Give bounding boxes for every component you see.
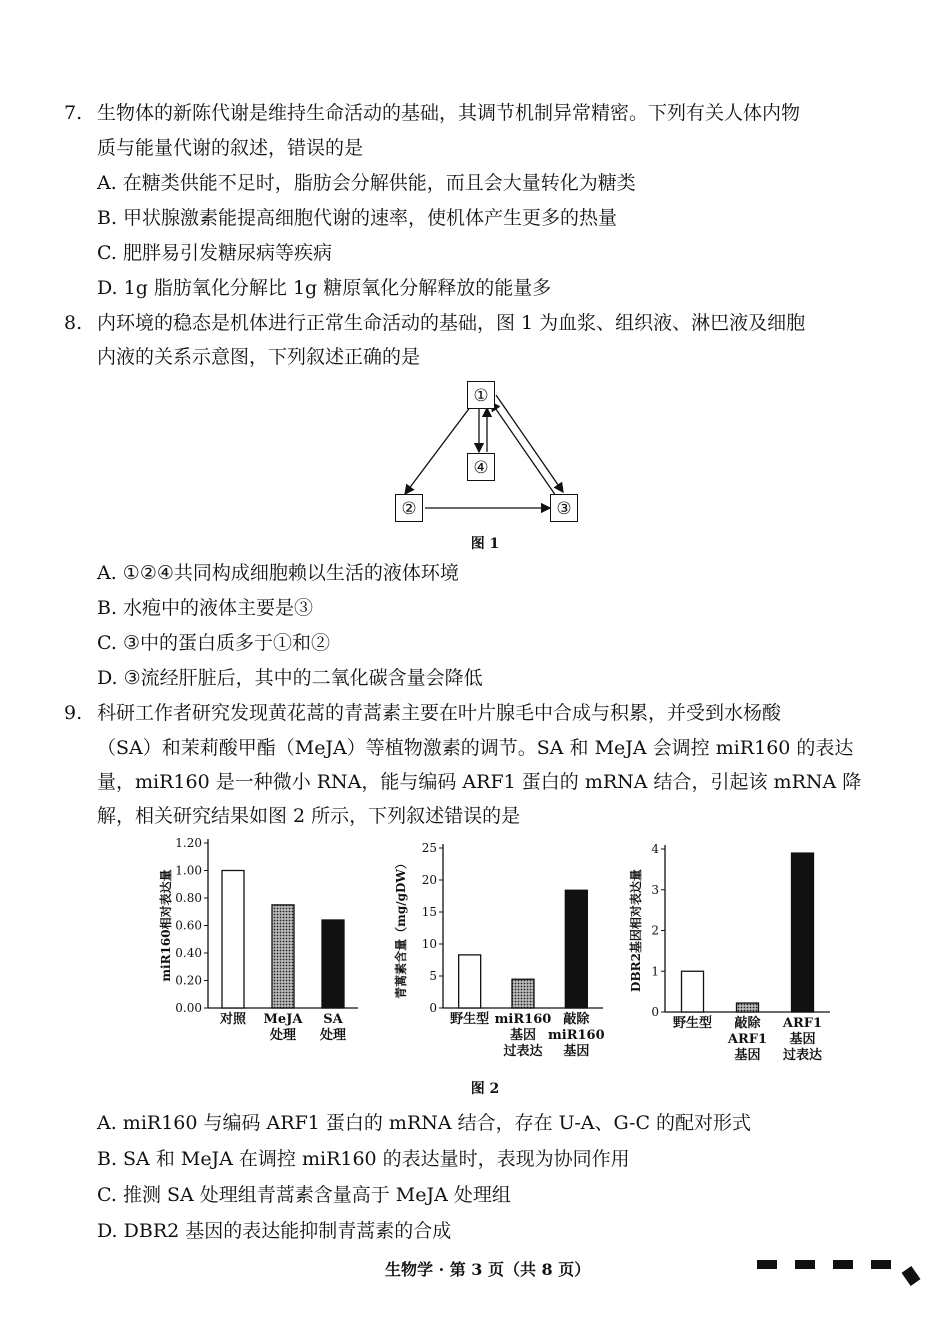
y-tick-label: 0.20	[175, 973, 202, 988]
y-tick-label: 2	[651, 923, 659, 938]
x-tick-label: 对照	[219, 1012, 247, 1027]
q7-stem-line-2: 质与能量代谢的叙述，错误的是	[97, 137, 364, 159]
y-tick-label: 0.60	[175, 918, 202, 933]
y-tick-label: 0.80	[175, 891, 202, 905]
scan-mark	[871, 1260, 891, 1269]
chart-dbr2-expression	[620, 832, 850, 1077]
node-3: ③	[550, 494, 578, 522]
scan-mark	[757, 1260, 777, 1269]
q9-option-a: A. miR160 与编码 ARF1 蛋白的 mRNA 结合，存在 U-A、G-C 的配对形式	[97, 1112, 752, 1134]
x-tick-label: 基因	[509, 1028, 537, 1043]
y-axis-label: DBR2基因相对表达量	[629, 869, 643, 992]
bar	[737, 1003, 759, 1012]
q7-option-a: A. 在糖类供能不足时，脂肪会分解供能，而且会大量转化为糖类	[97, 172, 636, 194]
chart-mir160-expression	[150, 832, 370, 1062]
x-tick-label: 过表达	[782, 1048, 823, 1063]
bar	[682, 971, 704, 1012]
y-tick-label: 5	[429, 969, 437, 983]
y-axis-label: miR160相对表达量	[159, 869, 173, 982]
x-tick-label: 过表达	[503, 1044, 543, 1059]
x-tick-label: 野生型	[450, 1012, 490, 1027]
chart-artemisinin-content	[385, 832, 615, 1077]
y-tick-label: 25	[421, 841, 437, 855]
q9-stem-line-4: 解，相关研究结果如图 2 所示，下列叙述错误的是	[97, 805, 521, 827]
bar	[272, 905, 294, 1008]
x-tick-label: 野生型	[672, 1016, 713, 1031]
bar	[222, 871, 244, 1009]
x-tick-label: 基因	[563, 1044, 590, 1059]
figure-2-caption: 图 2	[470, 1081, 500, 1097]
q8-option-a: A. ①②④共同构成细胞赖以生活的液体环境	[97, 562, 459, 584]
x-tick-label: 敲除	[734, 1016, 761, 1031]
bar	[512, 979, 534, 1008]
q8-number: 8.	[64, 312, 83, 334]
q9-option-d: D. DBR2 基因的表达能抑制青蒿素的合成	[97, 1220, 452, 1242]
x-tick-label: ARF1	[727, 1032, 768, 1047]
y-tick-label: 3	[651, 882, 659, 897]
x-tick-label: miR160	[494, 1012, 552, 1027]
q7-number: 7.	[64, 102, 83, 124]
bar	[459, 955, 481, 1008]
scan-mark	[795, 1260, 815, 1269]
y-axis-label: 青蒿素含量（mg/gDW）	[394, 857, 408, 999]
x-tick-label: MeJA	[263, 1012, 303, 1027]
page-footer: 生物学 · 第 3 页（共 8 页）	[385, 1260, 591, 1279]
q9-stem-line-1: 科研工作者研究发现黄花蒿的青蒿素主要在叶片腺毛中合成与积累，并受到水杨酸	[97, 702, 782, 724]
bar	[322, 920, 344, 1008]
q8-stem-line-2: 内液的关系示意图，下列叙述正确的是	[97, 346, 421, 368]
x-tick-label: SA	[323, 1012, 343, 1027]
q9-number: 9.	[64, 702, 83, 724]
node-4: ④	[467, 453, 495, 481]
q8-option-c: C. ③中的蛋白质多于①和②	[97, 632, 330, 654]
x-tick-label: ARF1	[782, 1016, 823, 1031]
scan-mark	[901, 1266, 920, 1286]
q9-stem-line-3: 量，miR160 是一种微小 RNA，能与编码 ARF1 蛋白的 mRNA 结合，引起该 mRNA 降	[97, 771, 862, 793]
q8-option-d: D. ③流经肝脏后，其中的二氧化碳含量会降低	[97, 667, 483, 689]
node-1: ①	[467, 381, 495, 409]
x-tick-label: 敲除	[563, 1012, 590, 1027]
scan-mark	[833, 1260, 853, 1269]
q9-option-c: C. 推测 SA 处理组青蒿素含量高于 MeJA 处理组	[97, 1184, 511, 1206]
x-tick-label: 基因	[734, 1048, 761, 1063]
q8-option-b: B. 水疱中的液体主要是③	[97, 597, 314, 619]
y-tick-label: 20	[421, 873, 437, 887]
bar	[792, 853, 814, 1012]
x-tick-label: 处理	[269, 1028, 297, 1043]
y-tick-label: 10	[421, 937, 437, 951]
x-tick-label: 处理	[319, 1028, 347, 1043]
q8-stem-line-1: 内环境的稳态是机体进行正常生命活动的基础，图 1 为血浆、组织液、淋巴液及细胞	[97, 312, 806, 334]
figure-1-caption: 图 1	[470, 536, 500, 552]
y-tick-label: 15	[421, 905, 437, 919]
y-tick-label: 1.20	[175, 836, 202, 850]
y-tick-label: 0	[429, 1001, 437, 1015]
node-2: ②	[395, 494, 423, 522]
y-tick-label: 1	[651, 964, 659, 979]
q7-option-b: B. 甲状腺激素能提高细胞代谢的速率，使机体产生更多的热量	[97, 207, 618, 229]
y-tick-label: 1.00	[175, 863, 202, 878]
y-tick-label: 0.00	[175, 1001, 202, 1015]
q7-stem-line-1: 生物体的新陈代谢是维持生命活动的基础，其调节机制异常精密。下列有关人体内物	[97, 102, 801, 124]
x-tick-label: miR160	[548, 1028, 605, 1043]
q7-option-d: D. 1g 脂肪氧化分解比 1g 糖原氧化分解释放的能量多	[97, 277, 552, 299]
bar	[565, 890, 587, 1008]
q9-option-b: B. SA 和 MeJA 在调控 miR160 的表达量时，表现为协同作用	[97, 1148, 630, 1170]
y-tick-label: 0	[651, 1005, 659, 1019]
q7-option-c: C. 肥胖易引发糖尿病等疾病	[97, 242, 332, 264]
y-tick-label: 0.40	[175, 946, 202, 960]
q9-stem-line-2: （SA）和茉莉酸甲酯（MeJA）等植物激素的调节。SA 和 MeJA 会调控 miR160 的表达	[97, 737, 854, 759]
x-tick-label: 基因	[789, 1032, 816, 1047]
y-tick-label: 4	[651, 842, 659, 856]
